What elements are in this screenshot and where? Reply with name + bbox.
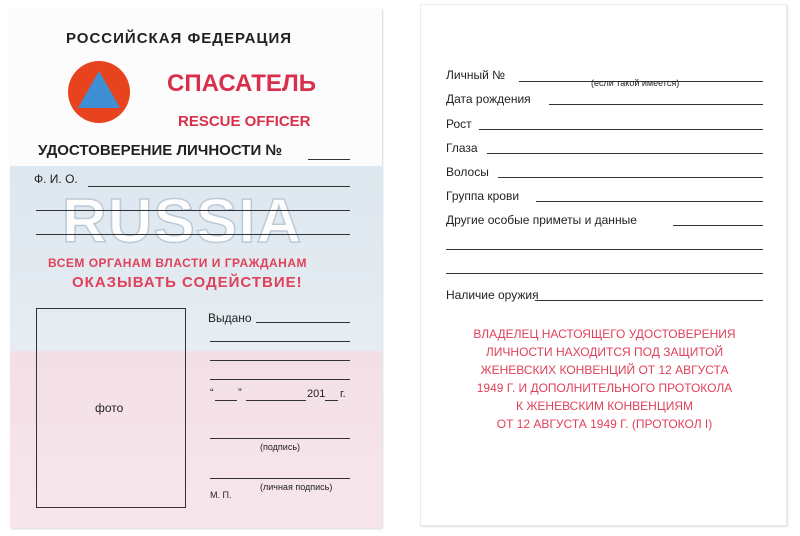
geneva-notice-line-1: ВЛАДЕЛЕЦ НАСТОЯЩЕГО УДОСТОВЕРЕНИЯ bbox=[473, 327, 736, 341]
issued-line-2 bbox=[210, 341, 350, 342]
field-line-eyes bbox=[487, 153, 763, 154]
photo-label: фото bbox=[95, 401, 124, 415]
issued-label: Выдано bbox=[208, 311, 252, 325]
field-line-blood-type bbox=[536, 201, 763, 202]
role-title-ru: СПАСАТЕЛЬ bbox=[167, 70, 316, 97]
appeal-line-1: ВСЕМ ОРГАНАМ ВЛАСТИ И ГРАЖДАНАМ bbox=[48, 256, 307, 270]
field-label-personal-no: Личный № bbox=[446, 68, 505, 82]
id-card-front bbox=[10, 8, 382, 528]
id-title: УДОСТОВЕРЕНИЕ ЛИЧНОСТИ № bbox=[38, 142, 283, 159]
date-open-quote: “ bbox=[210, 387, 214, 399]
photo-box bbox=[36, 308, 186, 508]
fio-line-1 bbox=[88, 186, 350, 187]
civil-defence-emblem-icon bbox=[67, 60, 131, 124]
russia-watermark: RUSSIA bbox=[62, 187, 303, 256]
field-label-height: Рост bbox=[446, 117, 472, 131]
issued-line-3 bbox=[210, 360, 350, 361]
date-year-suffix: г. bbox=[340, 388, 346, 400]
signature-line bbox=[210, 438, 350, 439]
role-title-en: RESCUE OFFICER bbox=[178, 113, 311, 130]
field-label-birth-date: Дата рождения bbox=[446, 92, 531, 106]
weapon-line bbox=[535, 300, 763, 301]
geneva-notice-line-2: ЛИЧНОСТИ НАХОДИТСЯ ПОД ЗАЩИТОЙ bbox=[485, 345, 724, 359]
appeal-line-2: ОКАЗЫВАТЬ СОДЕЙСТВИЕ! bbox=[72, 274, 303, 291]
field-line-other-marks-1 bbox=[673, 225, 763, 226]
fio-line-2 bbox=[36, 210, 350, 211]
issued-line-4 bbox=[210, 379, 350, 380]
field-label-hair: Волосы bbox=[446, 165, 489, 179]
date-day-line bbox=[215, 400, 237, 401]
geneva-notice-line-4: 1949 Г. И ДОПОЛНИТЕЛЬНОГО ПРОТОКОЛА bbox=[476, 381, 733, 395]
signature-hint: (подпись) bbox=[260, 442, 301, 452]
fio-line-3 bbox=[36, 234, 350, 235]
geneva-notice-line-5: К ЖЕНЕВСКИМ КОНВЕНЦИЯМ bbox=[516, 399, 693, 413]
personal-no-hint: (если такой имеется) bbox=[591, 78, 680, 88]
fio-label: Ф. И. О. bbox=[34, 172, 78, 186]
stamp-label: М. П. bbox=[210, 490, 232, 500]
country-title: РОССИЙСКАЯ ФЕДЕРАЦИЯ bbox=[66, 30, 293, 47]
field-label-eyes: Глаза bbox=[446, 141, 478, 155]
weapon-label: Наличие оружия bbox=[446, 288, 539, 302]
date-year-line bbox=[325, 400, 338, 401]
personal-signature-hint: (личная подпись) bbox=[260, 482, 333, 492]
geneva-notice-line-3: ЖЕНЕВСКИХ КОНВЕНЦИЙ ОТ 12 АВГУСТА bbox=[480, 363, 729, 377]
field-line-hair bbox=[498, 177, 763, 178]
date-month-line bbox=[246, 400, 306, 401]
date-year-prefix: 201 bbox=[307, 388, 326, 400]
field-line-birth-date bbox=[549, 104, 763, 105]
id-card-back bbox=[420, 4, 787, 526]
id-number-line bbox=[308, 159, 350, 160]
field-label-blood-type: Группа крови bbox=[446, 189, 520, 203]
field-line-other-marks-2 bbox=[446, 249, 763, 250]
field-line-other-marks-3 bbox=[446, 273, 763, 274]
date-close-quote: ” bbox=[238, 387, 242, 399]
field-label-other-marks: Другие особые приметы и данные bbox=[446, 213, 637, 227]
personal-signature-line bbox=[210, 478, 350, 479]
field-line-height bbox=[479, 129, 763, 130]
geneva-notice-line-6: ОТ 12 АВГУСТА 1949 Г. (ПРОТОКОЛ I) bbox=[496, 417, 713, 431]
issued-line-1 bbox=[256, 322, 350, 323]
